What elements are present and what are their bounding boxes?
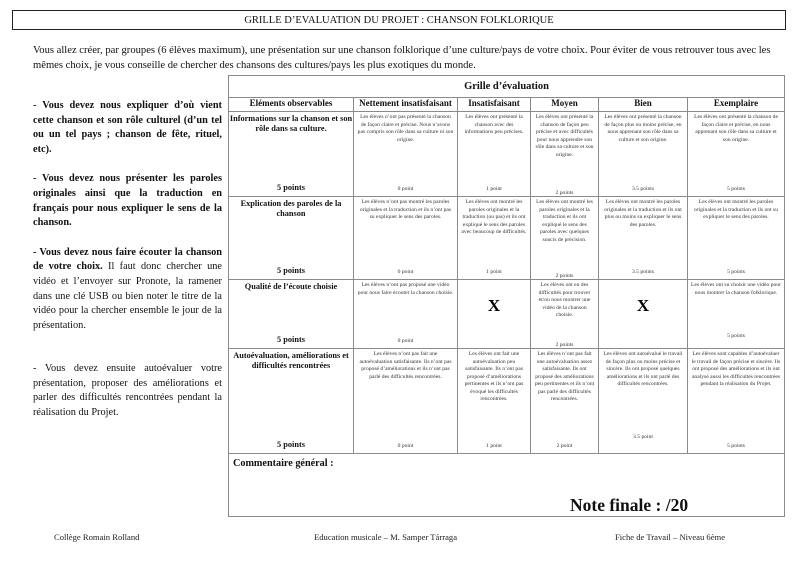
instruction-listen-bold: - Vous devez nous faire écouter la chanson de votre choix. [33, 246, 222, 273]
instruction-lyrics [33, 172, 222, 231]
rubric-description: Les élèves ont présenté la chanson de façon peu précise et avec difficultés pour nous apprendre son rôle dans sa culture et son origine. [535, 114, 594, 158]
rubric-points: 5 points [727, 185, 745, 192]
criterion-points: 5 points [277, 440, 305, 449]
rubric-description: Les élèves ont autoévalué le travail de façon plus ou moins précise et sincère. Ils ont proposé quelques améliorations et ils ont parlé des difficultés rencontrées. [603, 351, 683, 387]
comment-cell [229, 454, 785, 517]
comment-row [229, 454, 785, 517]
rubric-cell [688, 280, 785, 349]
col-header-insatisfaisant: Insatisfaisant [458, 98, 531, 112]
intro-paragraph: Vous allez créer, par groupes (6 élèves maximum), une présentation sur une chanson folklorique d’une culture/pays de votre choix. Pour éviter de vous retrouver tous avec les mêmes choix, je vous conseille de chercher des chansons des cultures/pays les plus exotiques du monde. [33, 45, 771, 71]
rubric-points: 0 point [397, 442, 414, 449]
rubric-points: 0 point [397, 268, 414, 275]
final-note: Note finale : /20 [570, 495, 689, 515]
criterion-points: 5 points [277, 266, 305, 275]
col-header-moyen: Moyen [531, 98, 599, 112]
criterion-cell [229, 349, 354, 454]
rubric-description: Les élèves n’ont pas fait une autoévaluation satisfaisante. Ils n’ont pas proposé d’améliorations et ils n’ont pas parlé des difficultés rencontrées. [359, 351, 452, 380]
rubric-points: 0 point [397, 185, 414, 192]
criterion-cell [229, 197, 354, 280]
instruction-origin [33, 99, 222, 158]
rubric-cell [688, 349, 785, 454]
criterion-name: Informations sur la chanson et son rôle dans sa culture. [229, 114, 353, 133]
instruction-listen [33, 246, 222, 334]
rubric-points: 3.5 point [633, 433, 653, 440]
rubric-description: Les élèves ont montré les paroles originales et la traduction et ils ont su expliquer le sens des paroles. [693, 199, 779, 220]
rubric-description: Les élèves n’ont pas montré les paroles originales et la traduction et ils n’ont pas su expliquer le sens des paroles. [359, 199, 452, 220]
rubric-cell [458, 197, 531, 280]
instructions-column [33, 99, 222, 435]
rubric-description: Les élèves n’ont pas fait une autoévaluation assez satisfaisante. Ils ont proposé des améliorations peu pertinentes et ils n’ont pas parlé des difficultés rencontrées. [534, 351, 595, 402]
rubric-cell [531, 349, 599, 454]
rubric-cell [688, 197, 785, 280]
table-row [229, 112, 785, 197]
rubric-description: Les élèves ont montré les paroles originales et la traduction et ils ont plus ou moins su expliquer le sens des paroles. [604, 199, 682, 228]
instruction-origin-bold: - Vous devez nous expliquer d’où vient cette chanson et son rôle culturel (d’un tel ou un tel pays ; chanson de fête, rituel, etc). [33, 100, 222, 156]
rubric-description: Les élèves sont capables d’autoévaluer le travail de façon précise et sincère. Ils ont proposé des améliorations et ils ont analysé aussi les difficultés rencontrées pendant la réalisation du Projet. [691, 351, 781, 387]
instruction-selfeval [33, 362, 222, 421]
rubric-description: Les élèves ont eu des difficultés pour trouver et/ou nous montrer une vidéo de la chanson choisie. [538, 282, 591, 318]
footer-subject: Education musicale – M. Samper Tárraga [314, 532, 458, 542]
rubric-description: Les élèves ont présenté la chanson de façon claire et précise, en nous apprenant son rôle dans sa culture et son origine. [694, 114, 778, 143]
instruction-listen-text: Il faut donc chercher une vidéo et l’envoyer sur Pronote, la ramener dans une clé USB ou bien noter le titre de la vidéo pour la chercher ensemble le jour de la présentation. [33, 261, 222, 332]
rubric-cell [354, 280, 458, 349]
table-row [229, 197, 785, 280]
rubric-cell [354, 349, 458, 454]
rubric-description: Les élèves ont présenté la chanson avec des informations peu précises. [464, 114, 524, 135]
rubric-cell [531, 280, 599, 349]
rubric-points: 1 point [486, 268, 502, 275]
rubric-points: 5 points [727, 332, 745, 339]
rubric-points: 1 point [486, 185, 502, 192]
rubric-cell [599, 197, 688, 280]
rubric-points: 2 points [555, 341, 574, 348]
grid-header-row [229, 98, 785, 112]
col-header-bien: Bien [599, 98, 688, 112]
grid-title: Grille d’évaluation [229, 76, 785, 98]
rubric-points: 2 points [555, 272, 574, 279]
rubric-points: 3.5 points [631, 185, 655, 192]
instruction-lyrics-bold: - Vous devez nous présenter les paroles originales ainsi que la traduction en français pour nous expliquer le sens de la chanson. [33, 173, 222, 229]
criterion-points: 5 points [277, 183, 305, 192]
rubric-points: 2 point [556, 442, 573, 449]
footer-worksheet-level: Fiche de Travail – Niveau 6ème [615, 532, 726, 542]
footer-school: Collège Romain Rolland [54, 532, 140, 542]
rubric-description: Les élèves ont su choisir une vidéo pour nous montrer la chanson folklorique. [691, 282, 781, 296]
rubric-cell [458, 349, 531, 454]
rubric-cell [354, 197, 458, 280]
criterion-cell [229, 112, 354, 197]
rubric-cell [458, 112, 531, 197]
criterion-name: Explication des paroles de la chanson [240, 199, 342, 218]
not-applicable-mark: X [487, 296, 501, 315]
rubric-description: Les élèves ont fait une autoévaluation peu satisfaisante. Ils n’ont pas proposé d’améliorations pertinentes et ils n’ont pas évoqué les difficultés rencontrées. [464, 351, 524, 402]
rubric-points: 5 points [727, 268, 745, 275]
rubric-cell [354, 112, 458, 197]
rubric-cell [531, 197, 599, 280]
evaluation-grid [228, 75, 785, 517]
rubric-cell-not-applicable [599, 280, 688, 349]
col-header-nettement-insatisfaisant: Nettement insatisfaisant [354, 98, 458, 112]
rubric-cell [688, 112, 785, 197]
rubric-description: Les élèves ont montré les paroles originales et la traduction et ils ont expliqué le sens des paroles avec quelques soucis de précision. [536, 199, 593, 243]
general-comment-label: Commentaire général : [233, 458, 334, 469]
rubric-description: Les élèves ont montré les paroles originales et la traduction (ou pas) et ils ont expliqué le sens des paroles avec beaucoup de difficultés. [461, 199, 527, 235]
rubric-points: 3.5 points [631, 268, 655, 275]
rubric-description: Les élèves n’ont pas proposé une vidéo pour nous faire écouter la chanson choisie. [357, 282, 454, 296]
rubric-cell-not-applicable [458, 280, 531, 349]
rubric-cell [599, 112, 688, 197]
criterion-points: 5 points [277, 335, 305, 344]
rubric-points: 5 points [727, 442, 745, 449]
document-title: GRILLE D’EVALUATION DU PROJET : CHANSON FOLKLORIQUE [244, 14, 554, 26]
criterion-name: Autoévaluation, améliorations et difficultés rencontrées [233, 351, 349, 370]
instruction-selfeval-text: - Vous devez ensuite autoévaluer votre présentation, proposer des améliorations et parler des difficultés rencontrées pendant la réalisation du Projet. [33, 362, 222, 418]
not-applicable-mark: X [636, 296, 650, 315]
table-row [229, 280, 785, 349]
rubric-points: 2 points [555, 189, 574, 196]
document-title-box [12, 10, 786, 30]
criterion-name: Qualité de l’écoute choisie [244, 282, 338, 291]
rubric-points: 1 point [486, 442, 502, 449]
rubric-points: 0 point [397, 337, 414, 344]
table-row [229, 349, 785, 454]
rubric-cell [599, 349, 688, 454]
criterion-cell [229, 280, 354, 349]
rubric-cell [531, 112, 599, 197]
col-header-exemplaire: Exemplaire [688, 98, 785, 112]
col-header-elements: Eléments observables [229, 98, 354, 112]
rubric-description: Les élèves ont présenté la chanson de façon plus ou moins précise, en nous apprenant son rôle dans sa culture et son origine. [604, 114, 682, 143]
rubric-description: Les élèves n’ont pas présenté la chanson de façon claire et précise. Nous n’avons pas compris son rôle dans sa culture ni son origine. [357, 114, 454, 143]
